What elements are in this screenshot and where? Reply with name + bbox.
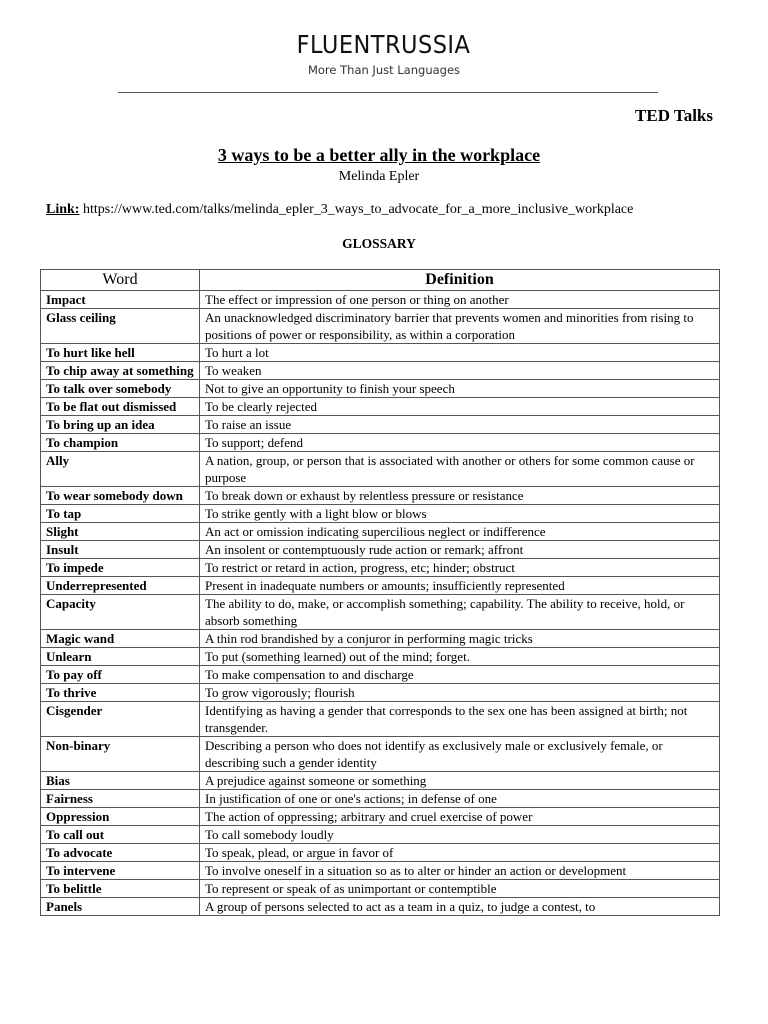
table-row bbox=[41, 434, 720, 452]
glossary-word: Oppression bbox=[41, 808, 200, 826]
glossary-definition: To support; defend bbox=[200, 434, 720, 452]
glossary-word: Panels bbox=[41, 898, 200, 916]
table-row bbox=[41, 380, 720, 398]
glossary-definition: Not to give an opportunity to finish your speech bbox=[200, 380, 720, 398]
glossary-word: To advocate bbox=[41, 844, 200, 862]
glossary-definition: To be clearly rejected bbox=[200, 398, 720, 416]
table-row bbox=[41, 595, 720, 630]
table-row bbox=[41, 648, 720, 666]
glossary-word: To belittle bbox=[41, 880, 200, 898]
link-label: Link: bbox=[46, 202, 80, 217]
glossary-word: To chip away at something bbox=[41, 362, 200, 380]
glossary-word: Unlearn bbox=[41, 648, 200, 666]
table-row bbox=[41, 362, 720, 380]
table-row bbox=[41, 344, 720, 362]
glossary-word: Slight bbox=[41, 523, 200, 541]
table-row bbox=[41, 808, 720, 826]
glossary-word: To tap bbox=[41, 505, 200, 523]
speaker-name: Melinda Epler bbox=[338, 169, 420, 184]
table-row bbox=[41, 630, 720, 648]
table-row bbox=[41, 790, 720, 808]
glossary-definition: To call somebody loudly bbox=[200, 826, 720, 844]
glossary-definition: Present in inadequate numbers or amounts; insufficiently represented bbox=[200, 577, 720, 595]
brand-logo-name: FLUENTRUSSIA bbox=[297, 30, 471, 59]
glossary-definition: To weaken bbox=[200, 362, 720, 380]
glossary-word: To be flat out dismissed bbox=[41, 398, 200, 416]
table-row bbox=[41, 541, 720, 559]
word-column-header: Word bbox=[41, 270, 200, 291]
glossary-definition: To hurt a lot bbox=[200, 344, 720, 362]
table-row bbox=[41, 291, 720, 309]
glossary-word: Ally bbox=[41, 452, 200, 487]
table-row bbox=[41, 559, 720, 577]
glossary-word: To champion bbox=[41, 434, 200, 452]
table-row bbox=[41, 844, 720, 862]
glossary-word: Capacity bbox=[41, 595, 200, 630]
glossary-word: Impact bbox=[41, 291, 200, 309]
glossary-word: To pay off bbox=[41, 666, 200, 684]
table-row bbox=[41, 737, 720, 772]
glossary-definition: The action of oppressing; arbitrary and cruel exercise of power bbox=[200, 808, 720, 826]
glossary-definition: The ability to do, make, or accomplish something; capability. The ability to receive, hold, or absorb something bbox=[200, 595, 720, 630]
glossary-definition: To represent or speak of as unimportant or contemptible bbox=[200, 880, 720, 898]
table-row bbox=[41, 398, 720, 416]
page-title: 3 ways to be a better ally in the workplace bbox=[217, 145, 541, 165]
table-row bbox=[41, 523, 720, 541]
table-row bbox=[41, 880, 720, 898]
table-row bbox=[41, 684, 720, 702]
link-url[interactable]: https://www.ted.com/talks/melinda_epler_3_ways_to_advocate_for_a_more_inclusive_workplace bbox=[82, 202, 634, 217]
definition-column-header: Definition bbox=[200, 270, 720, 291]
glossary-definition: The effect or impression of one person or thing on another bbox=[200, 291, 720, 309]
glossary-definition: A nation, group, or person that is associated with another or others for some common cause or purpose bbox=[200, 452, 720, 487]
glossary-definition: An insolent or contemptuously rude action or remark; affront bbox=[200, 541, 720, 559]
glossary-definition: To restrict or retard in action, progress, etc; hinder; obstruct bbox=[200, 559, 720, 577]
glossary-word: To wear somebody down bbox=[41, 487, 200, 505]
glossary-word: To thrive bbox=[41, 684, 200, 702]
glossary-word: Magic wand bbox=[41, 630, 200, 648]
glossary-definition: To grow vigorously; flourish bbox=[200, 684, 720, 702]
glossary-body bbox=[41, 291, 720, 916]
header-divider bbox=[118, 92, 658, 93]
glossary-definition: Describing a person who does not identify as exclusively male or exclusively female, or describing such a gender identity bbox=[200, 737, 720, 772]
glossary-word: To call out bbox=[41, 826, 200, 844]
glossary-definition: To break down or exhaust by relentless pressure or resistance bbox=[200, 487, 720, 505]
brand-tagline: More Than Just Languages bbox=[307, 63, 461, 77]
table-row bbox=[41, 702, 720, 737]
table-row bbox=[41, 772, 720, 790]
glossary-word: Non-binary bbox=[41, 737, 200, 772]
table-header-row bbox=[41, 270, 720, 291]
table-row bbox=[41, 826, 720, 844]
glossary-definition: An unacknowledged discriminatory barrier that prevents women and minorities from rising to positions of power or responsibility, as within a corporation bbox=[200, 309, 720, 344]
table-row bbox=[41, 487, 720, 505]
glossary-definition: To speak, plead, or argue in favor of bbox=[200, 844, 720, 862]
glossary-word: To intervene bbox=[41, 862, 200, 880]
glossary-table bbox=[40, 269, 720, 916]
glossary-definition: To put (something learned) out of the mind; forget. bbox=[200, 648, 720, 666]
glossary-word: Underrepresented bbox=[41, 577, 200, 595]
glossary-word: To talk over somebody bbox=[41, 380, 200, 398]
glossary-definition: To make compensation to and discharge bbox=[200, 666, 720, 684]
glossary-definition: To involve oneself in a situation so as to alter or hinder an action or development bbox=[200, 862, 720, 880]
glossary-definition: A group of persons selected to act as a team in a quiz, to judge a contest, to bbox=[200, 898, 720, 916]
glossary-definition: An act or omission indicating supercilious neglect or indifference bbox=[200, 523, 720, 541]
glossary-heading: GLOSSARY bbox=[342, 236, 416, 251]
glossary-definition: In justification of one or one's actions; in defense of one bbox=[200, 790, 720, 808]
glossary-definition: Identifying as having a gender that corresponds to the sex one has been assigned at birth; not transgender. bbox=[200, 702, 720, 737]
table-row bbox=[41, 862, 720, 880]
glossary-definition: To raise an issue bbox=[200, 416, 720, 434]
table-row bbox=[41, 416, 720, 434]
glossary-word: To impede bbox=[41, 559, 200, 577]
table-row bbox=[41, 309, 720, 344]
glossary-word: Insult bbox=[41, 541, 200, 559]
glossary-word: To hurt like hell bbox=[41, 344, 200, 362]
glossary-word: Cisgender bbox=[41, 702, 200, 737]
table-row bbox=[41, 666, 720, 684]
glossary-word: Bias bbox=[41, 772, 200, 790]
series-label: TED Talks bbox=[635, 106, 713, 125]
table-row bbox=[41, 452, 720, 487]
brand-header bbox=[0, 30, 768, 77]
glossary-word: Glass ceiling bbox=[41, 309, 200, 344]
glossary-word: To bring up an idea bbox=[41, 416, 200, 434]
table-row bbox=[41, 577, 720, 595]
glossary-word: Fairness bbox=[41, 790, 200, 808]
glossary-definition: A thin rod brandished by a conjuror in performing magic tricks bbox=[200, 630, 720, 648]
glossary-definition: A prejudice against someone or something bbox=[200, 772, 720, 790]
talk-link bbox=[46, 202, 633, 218]
glossary-definition: To strike gently with a light blow or blows bbox=[200, 505, 720, 523]
table-row bbox=[41, 898, 720, 916]
table-row bbox=[41, 505, 720, 523]
